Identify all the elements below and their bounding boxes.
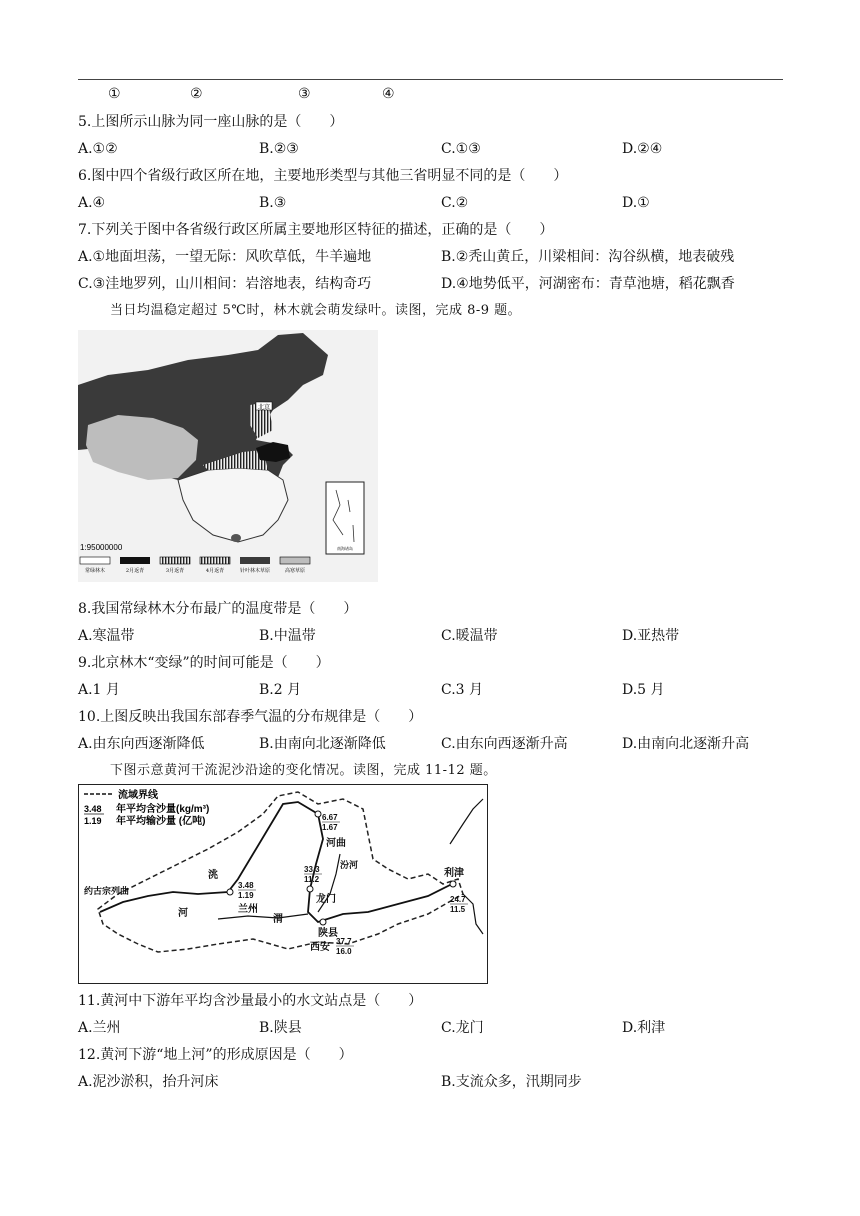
header-rule	[78, 79, 783, 80]
q11-stem: 11.黄河中下游年平均含沙量最小的水文站点是（ ）	[78, 993, 423, 1009]
label-hequ: 河曲	[326, 838, 346, 849]
q12-option-a[interactable]: A.泥沙淤积，抬升河床	[78, 1074, 219, 1090]
svg-text:24.7: 24.7	[450, 895, 466, 904]
q8-option-b[interactable]: B.中温带	[259, 628, 316, 644]
q10-option-b[interactable]: B.由南向北逐渐降低	[259, 736, 386, 752]
q7-option-b[interactable]: B.②秃山黄丘，川梁相间：沟谷纵横，地表破残	[441, 249, 735, 265]
q7-option-c[interactable]: C.③洼地罗列，山川相间：岩溶地表，结构奇巧	[78, 276, 372, 292]
q11-option-b[interactable]: B.陕县	[259, 1020, 302, 1036]
q8-option-d[interactable]: D.亚热带	[622, 628, 680, 644]
q6-option-b[interactable]: B.③	[259, 195, 287, 211]
svg-text:16.0: 16.0	[336, 947, 352, 956]
q5-option-c[interactable]: C.①③	[441, 141, 481, 157]
south-sea-inset	[326, 482, 364, 554]
svg-text:1.19: 1.19	[84, 816, 102, 826]
q5-option-d[interactable]: D.②④	[622, 141, 663, 157]
svg-text:3.48: 3.48	[238, 881, 254, 890]
label-shanxian: 陕县	[318, 928, 338, 939]
svg-text:11.5: 11.5	[450, 905, 466, 914]
label-fenhe: 汾河	[340, 860, 359, 870]
label-source: 约古宗列曲	[84, 886, 130, 896]
yellow-river-sediment-map	[78, 784, 488, 984]
legend-feb: 2月返青	[125, 568, 145, 574]
svg-text:11.2: 11.2	[304, 875, 320, 884]
q12-option-b[interactable]: B.支流众多，汛期同步	[441, 1074, 582, 1090]
legend-apr: 4月返青	[205, 568, 225, 574]
svg-text:37.7: 37.7	[336, 937, 352, 946]
label-longmen: 龙门	[316, 894, 336, 905]
q5-option-b[interactable]: B.②③	[259, 141, 299, 157]
map-scale: 1:95000000	[80, 543, 123, 552]
legend-boundary: 流域界线	[118, 790, 158, 801]
q9-option-a[interactable]: A.1 月	[78, 682, 120, 698]
q7-option-a[interactable]: A.①地面坦荡，一望无际：风吹草低，牛羊遍地	[78, 249, 372, 265]
svg-text:年平均含沙量(kg/m³): 年平均含沙量(kg/m³)	[116, 804, 210, 815]
label-lanzhou: 兰州	[238, 904, 258, 915]
q11-option-d[interactable]: D.利津	[622, 1020, 666, 1036]
q8-stem: 8.我国常绿林木分布最广的温度带是（ ）	[78, 601, 358, 617]
q12-stem: 12.黄河下游“地上河”的形成原因是（ ）	[78, 1047, 353, 1063]
q11-option-a[interactable]: A.兰州	[78, 1020, 121, 1036]
label-lijin: 利津	[444, 868, 464, 879]
svg-text:年平均输沙量 (亿吨): 年平均输沙量 (亿吨)	[116, 816, 206, 827]
svg-text:1.67: 1.67	[322, 823, 338, 832]
beijing-label: 北京	[257, 404, 271, 411]
q8-option-a[interactable]: A.寒温带	[78, 628, 135, 644]
station-hequ	[315, 811, 321, 817]
legend-evergreen: 常绿林木	[84, 568, 106, 574]
circle-label-3: ③	[298, 86, 311, 102]
legend-alpine: 高寒草原	[284, 568, 306, 574]
q7-option-d[interactable]: D.④地势低平，河湖密布：青草池塘，稻花飘香	[441, 276, 735, 292]
q9-option-c[interactable]: C.3 月	[441, 682, 484, 698]
legend-mar: 3月返青	[165, 568, 185, 574]
circle-label-1: ①	[108, 86, 121, 102]
q5-option-a[interactable]: A.①②	[78, 141, 118, 157]
station-longmen	[307, 886, 313, 892]
q10-option-a[interactable]: A.由东向西逐渐降低	[78, 736, 205, 752]
q5-stem: 5.上图所示山脉为同一座山脉的是（ ）	[78, 114, 344, 130]
q10-stem: 10.上图反映出我国东部春季气温的分布规律是（ ）	[78, 709, 423, 725]
intro-11-12: 下图示意黄河干流泥沙沿途的变化情况。读图，完成 11-12 题。	[110, 763, 497, 778]
svg-text:1.19: 1.19	[238, 891, 254, 900]
station-lanzhou	[227, 889, 233, 895]
label-xian: 西安	[310, 942, 330, 953]
svg-text:3.48: 3.48	[84, 804, 102, 814]
q8-option-c[interactable]: C.暖温带	[441, 628, 498, 644]
label-he: 河	[178, 908, 188, 919]
q10-option-c[interactable]: C.由东向西逐渐升高	[441, 736, 568, 752]
legend-conifer: 针叶林木草原	[239, 568, 271, 574]
q9-stem: 9.北京林木“变绿”的时间可能是（ ）	[78, 655, 330, 671]
q10-option-d[interactable]: D.由南向北逐渐升高	[622, 736, 750, 752]
circle-label-4: ④	[382, 86, 395, 102]
intro-8-9: 当日均温稳定超过 5℃时，林木就会萌发绿叶。读图，完成 8-9 题。	[110, 303, 522, 318]
hainan-island	[231, 534, 241, 542]
svg-text:33.3: 33.3	[304, 865, 320, 874]
svg-text:6.67: 6.67	[322, 813, 338, 822]
q9-option-b[interactable]: B.2 月	[259, 682, 302, 698]
label-tao: 洮	[208, 870, 218, 881]
q6-option-d[interactable]: D.①	[622, 195, 650, 211]
q6-option-c[interactable]: C.②	[441, 195, 469, 211]
q7-stem: 7.下列关于图中各省级行政区所属主要地形区特征的描述，正确的是（ ）	[78, 222, 554, 238]
label-wei: 渭	[273, 914, 283, 925]
q9-option-d[interactable]: D.5 月	[622, 682, 665, 698]
q11-option-c[interactable]: C.龙门	[441, 1020, 484, 1036]
china-greening-map	[78, 330, 378, 582]
q6-option-a[interactable]: A.④	[78, 195, 106, 211]
q6-stem: 6.图中四个省级行政区所在地，主要地形类型与其他三省明显不同的是（ ）	[78, 168, 568, 184]
svg-text:南海诸岛: 南海诸岛	[337, 546, 353, 551]
station-shanxian	[320, 919, 326, 925]
station-lijin	[450, 881, 456, 887]
circle-label-2: ②	[190, 86, 203, 102]
